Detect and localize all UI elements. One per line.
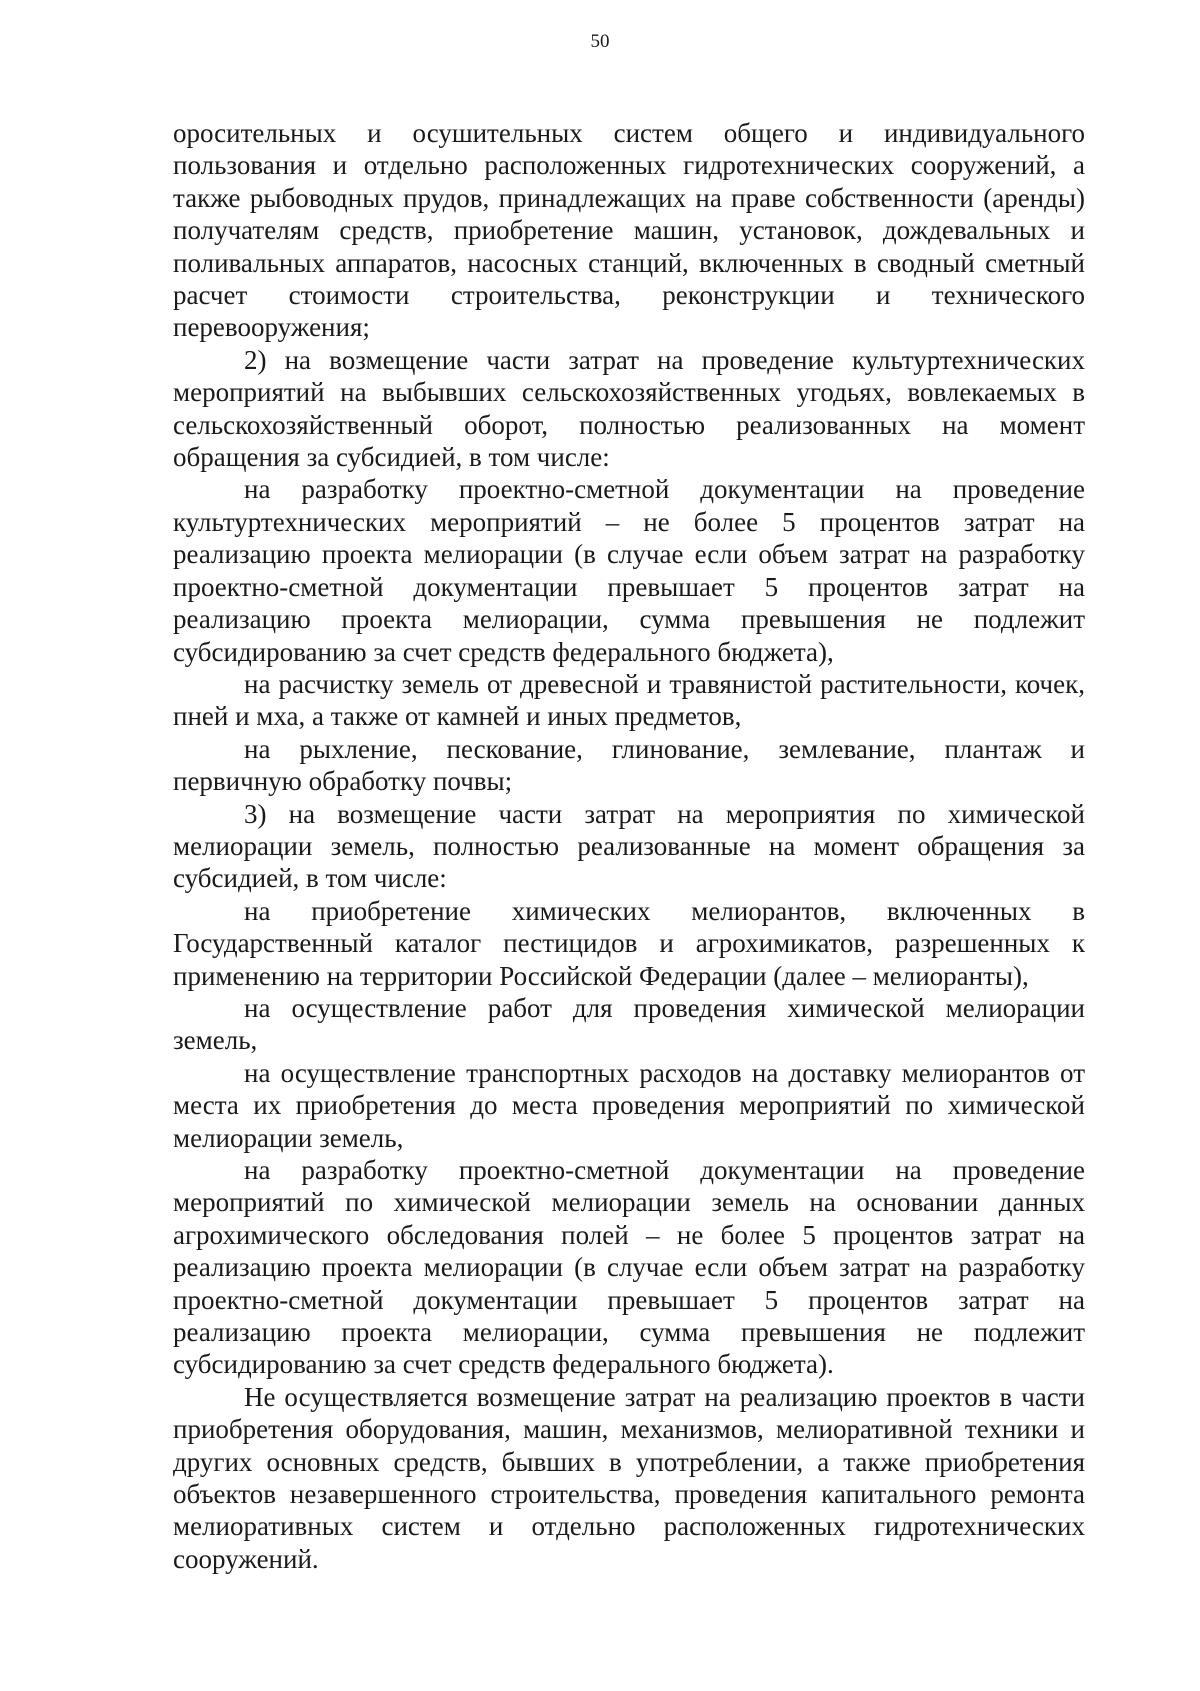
- paragraph-land-clearing: на расчистку земель от древесной и травянистой растительности, кочек, пней и мха, а также от камней и иных предметов,: [173, 668, 1085, 732]
- paragraph-chemical-works: на осуществление работ для проведения химической мелиорации земель,: [173, 992, 1085, 1056]
- paragraph-item-2: 2) на возмещение части затрат на проведение культуртехнических мероприятий на выбывших сельскохозяйственных угодьях, вовлекаемых в сельскохозяйственный оборот, полностью реализованных на момент обращения за субсидией, в том числе:: [173, 344, 1085, 473]
- document-body: [173, 117, 1085, 1575]
- paragraph-ameliorants-purchase: на приобретение химических мелиорантов, включенных в Государственный каталог пестицидов и агрохимикатов, разрешенных к применению на территории Российской Федерации (далее – мелиоранты),: [173, 895, 1085, 991]
- paragraph-continuation: оросительных и осушительных систем общего и индивидуального пользования и отдельно расположенных гидротехнических сооружений, а также рыбоводных прудов, принадлежащих на праве собственности (аренды) получателям средств, приобретение машин, установок, дождевальных и поливальных аппаратов, насосных станций, включенных в сводный сметный расчет стоимости строительства, реконструкции и технического перевооружения;: [173, 118, 1085, 343]
- paragraph-soil-treatment: на рыхление, пескование, глинование, землевание, плантаж и первичную обработку почвы;: [173, 733, 1085, 797]
- page-number: 50: [590, 31, 610, 52]
- paragraph-design-docs: на разработку проектно-сметной документации на проведение культуртехнических мероприятий – не более 5 процентов затрат на реализацию проекта мелиорации (в случае если объем затрат на разработку проектно-сметной документации превышает 5 процентов затрат на реализацию проекта мелиорации, сумма превышения не подлежит субсидированию за счет средств федерального бюджета),: [173, 474, 1085, 667]
- paragraph-exclusions: Не осуществляется возмещение затрат на реализацию проектов в части приобретения оборудования, машин, механизмов, мелиоративной техники и других основных средств, бывших в употреблении, а также приобретения объектов незавершенного строительства, проведения капитального ремонта мелиоративных систем и отдельно расположенных гидротехнических сооружений.: [173, 1381, 1085, 1574]
- paragraph-item-3: 3) на возмещение части затрат на мероприятия по химической мелиорации земель, полностью реализованные на момент обращения за субсидией, в том числе:: [173, 798, 1085, 894]
- paragraph-chemical-design-docs: на разработку проектно-сметной документации на проведение мероприятий по химической мелиорации земель на основании данных агрохимического обследования полей – не более 5 процентов затрат на реализацию проекта мелиорации (в случае если объем затрат на разработку проектно-сметной документации превышает 5 процентов затрат на реализацию проекта мелиорации, сумма превышения не подлежит субсидированию за счет средств федерального бюджета).: [173, 1155, 1085, 1380]
- paragraph-transport: на осуществление транспортных расходов на доставку мелиорантов от места их приобретения до места проведения мероприятий по химической мелиорации земель,: [173, 1057, 1085, 1153]
